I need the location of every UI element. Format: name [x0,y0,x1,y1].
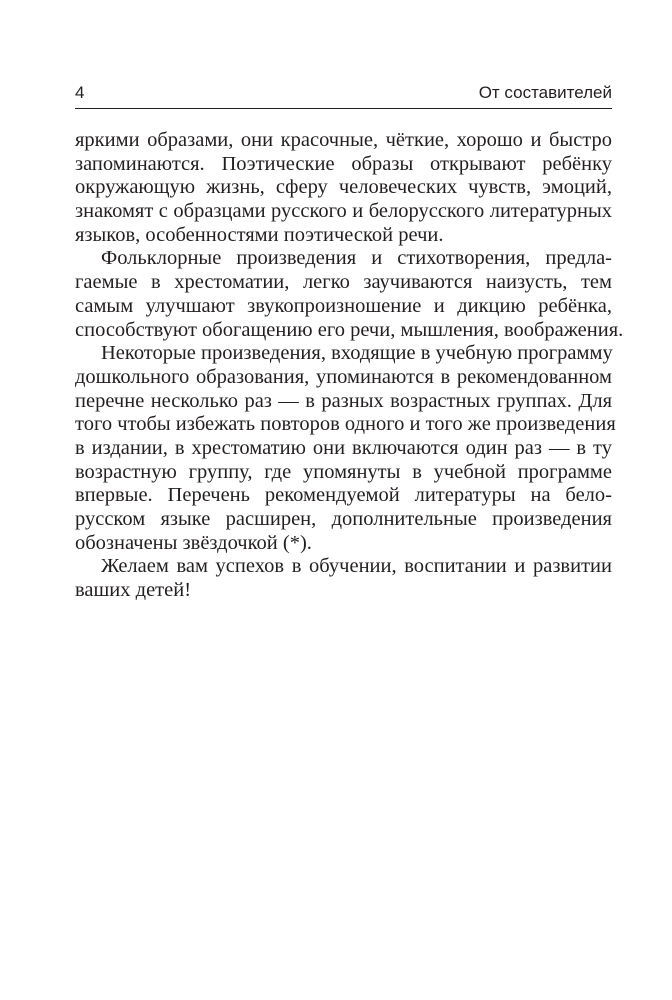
text-line: русском языке расширен, дополнительные произведения [75,508,612,530]
text-line: самым улучшают звукопроизношение и дикцию ребёнка, [75,294,612,317]
text-line: ваших детей! [75,579,192,602]
section-title: От составителей [478,83,612,102]
text-line: яркими образами, они красочные, чёткие, хорошо и быстро [75,129,612,151]
text-line: в издании, в хрестоматию они включаются один раз — в ту [75,436,612,459]
text-line: гаемые в хрестоматии, легко заучиваются наизусть, тем [75,271,612,294]
running-header [75,80,612,110]
text-line: Некоторые произведения, входящие в учебную программу [101,342,613,365]
text-line: окружающую жизнь, сферу человеческих чувств, эмоций, [75,176,612,199]
text-line: Желаем вам успехов в обучении, воспитании и развитии [101,555,612,578]
text-line: перечне несколько раз — в разных возрастных группах. Для [75,389,612,412]
page-number: 4 [75,83,85,102]
text-line: языков, особенностями поэтической речи. [75,223,444,246]
paragraph-2 [75,247,624,342]
text-line: обозначены звёздочкой (*). [75,531,312,554]
paragraph-3 [75,342,616,555]
paragraph-4 [75,555,612,602]
text-line: впервые. Перечень рекомендуемой литературы на бело- [75,484,612,507]
text-line: дошкольного образования, упоминаются в рекомендованном [75,365,612,388]
text-line: того чтобы избежать повторов одного и того же произведения [75,413,616,436]
text-line: способствуют обогащению его речи, мышления, воображения. [75,318,624,341]
paragraph-1 [75,129,612,247]
body-text [75,129,624,603]
text-line: Фольклорные произведения и стихотворения, предла- [101,247,612,270]
text-line: знакомят с образцами русского и белорусского литературных [75,200,612,223]
text-line: возрастную группу, где упомянуты в учебной программе [75,460,612,483]
text-line: запоминаются. Поэтические образы открывают ребёнку [75,152,612,175]
header-rule [75,108,612,109]
